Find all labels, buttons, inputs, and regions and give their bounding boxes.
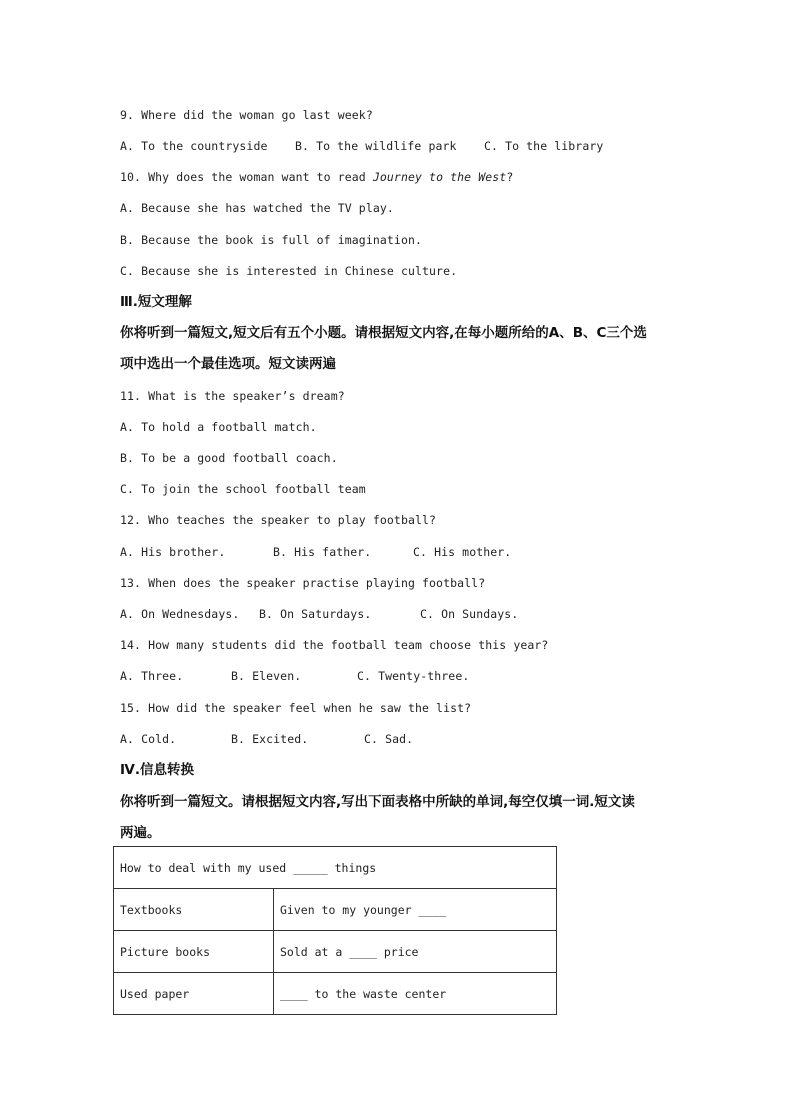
q9-option-b: B. To the wildlife park	[295, 139, 457, 153]
q14-option-a: A. Three.	[120, 669, 184, 683]
q15-option-c: C. Sad.	[364, 732, 414, 746]
table-header-row	[114, 847, 557, 889]
q11-option-b: B. To be a good football coach.	[120, 451, 338, 465]
table-cell-item: Textbooks	[114, 889, 274, 931]
q12-option-b: B. His father.	[273, 545, 372, 559]
q15-question: 15. How did the speaker feel when he saw the list?	[120, 701, 472, 715]
q12-question: 12. Who teaches the speaker to play football?	[120, 513, 437, 527]
section3-heading: Ⅲ.短文理解	[120, 294, 192, 310]
q11-option-c: C. To join the school football team	[120, 482, 366, 496]
section4-instruction-1: 你将听到一篇短文。请根据短文内容,写出下面表格中所缺的单词,每空仅填一词.短文读	[120, 794, 635, 810]
q9-options	[120, 139, 604, 153]
q15-option-b: B. Excited.	[231, 732, 309, 746]
table-cell-item: Used paper	[114, 973, 274, 1015]
section3-instruction-2: 项中选出一个最佳选项。短文读两遍	[120, 356, 336, 372]
q13-options	[120, 607, 519, 621]
table-row	[114, 889, 557, 931]
q10-question-text: 10. Why does the woman want to read	[120, 170, 373, 184]
q14-option-c: C. Twenty-three.	[357, 669, 470, 683]
table-cell-item: Picture books	[114, 931, 274, 973]
q11-option-a: A. To hold a football match.	[120, 420, 317, 434]
section3-instruction-1: 你将听到一篇短文,短文后有五个小题。请根据短文内容,在每小题所给的A、B、C三个选	[120, 325, 647, 341]
q13-option-a: A. On Wednesdays.	[120, 607, 240, 621]
table-row	[114, 931, 557, 973]
q10-option-c: C. Because she is interested in Chinese culture.	[120, 264, 458, 278]
q12-option-a: A. His brother.	[120, 545, 226, 559]
q9-option-a: A. To the countryside	[120, 139, 268, 153]
q10-question-mark: ?	[506, 170, 514, 184]
q10-book-title: Journey to the West	[372, 170, 507, 184]
q15-option-a: A. Cold.	[120, 732, 177, 746]
q13-option-b: B. On Saturdays.	[259, 607, 372, 621]
section4-instruction-2: 两遍。	[120, 825, 161, 841]
q13-option-c: C. On Sundays.	[420, 607, 519, 621]
q10-option-a: A. Because she has watched the TV play.	[120, 201, 394, 215]
info-table	[113, 846, 557, 1015]
q13-question: 13. When does the speaker practise playing football?	[120, 576, 486, 590]
table-cell-action: Given to my younger ____	[274, 889, 557, 931]
q12-options	[120, 545, 512, 559]
table-cell-action: Sold at a ____ price	[274, 931, 557, 973]
table-header: How to deal with my used _____ things	[114, 847, 557, 889]
section4-heading: Ⅳ.信息转换	[120, 762, 194, 778]
q9-question: 9. Where did the woman go last week?	[120, 108, 373, 122]
q12-option-c: C. His mother.	[413, 545, 512, 559]
q11-question: 11. What is the speaker’s dream?	[120, 389, 345, 403]
table-row	[114, 973, 557, 1015]
q10-question	[120, 170, 513, 184]
q9-option-c: C. To the library	[484, 139, 604, 153]
table-cell-action: ____ to the waste center	[274, 973, 557, 1015]
q14-options	[120, 669, 470, 683]
q14-option-b: B. Eleven.	[231, 669, 302, 683]
q15-options	[120, 732, 414, 746]
q14-question: 14. How many students did the football team choose this year?	[120, 638, 549, 652]
q10-option-b: B. Because the book is full of imagination.	[120, 233, 423, 247]
